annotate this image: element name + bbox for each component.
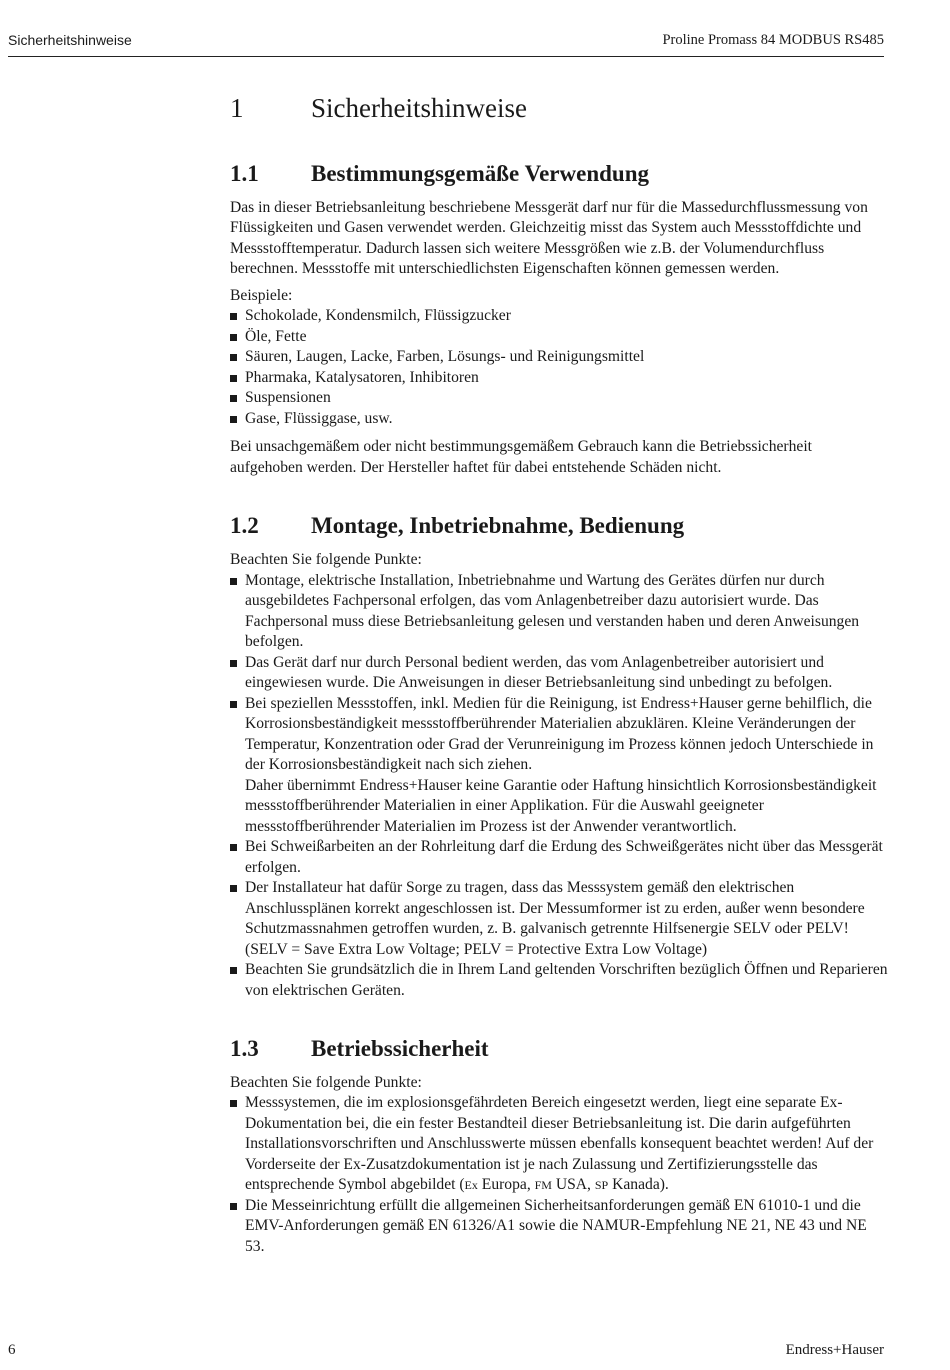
bullet-icon xyxy=(230,1203,237,1210)
list-item xyxy=(230,571,888,653)
list-item xyxy=(230,1093,888,1196)
list-item xyxy=(230,694,888,838)
list-item-continuation: Daher übernimmt Endress+Hauser keine Garantie oder Haftung hinsichtlich Korrosionsbeständigkeit messstoffberührender Materialien in einer Applikation. Für die Auswahl geeigneter messstoffberührender Materialien im Prozess ist der Anwender verantwortlich. xyxy=(245,776,877,835)
section-heading xyxy=(230,512,888,540)
list-item-text: Beachten Sie grundsätzlich die in Ihrem Land geltenden Vorschriften bezüglich Öffnen und Reparieren von elektrischen Geräten. xyxy=(245,961,888,999)
running-header xyxy=(8,32,884,57)
section-heading xyxy=(230,160,888,188)
chapter-title: Sicherheitshinweise xyxy=(311,93,527,123)
bullet-icon xyxy=(230,1100,237,1107)
list-item xyxy=(230,878,888,960)
bullet-icon xyxy=(230,844,237,851)
intro-text: Beachten Sie folgende Punkte: xyxy=(230,1073,422,1091)
csa-symbol-icon: SP xyxy=(594,1178,609,1193)
bullet-icon xyxy=(230,885,237,892)
list-item xyxy=(230,960,888,1001)
ex-symbol-icon: Ex xyxy=(464,1178,478,1193)
list-item xyxy=(230,1196,888,1258)
list-item xyxy=(230,306,888,327)
list-item-text: Kanada). xyxy=(608,1176,669,1194)
examples-list xyxy=(230,306,888,429)
list-item xyxy=(230,327,888,348)
list-item-text: USA, xyxy=(551,1176,595,1194)
bullet-icon xyxy=(230,354,237,361)
list-item-text: Messsystemen, die im explosionsgefährdeten Bereich eingesetzt werden, liegt eine separate Ex-Dokumentation bei, die ein fester Bestandteil dieser Betriebsanleitung ist. Die darin aufgeführten Installationsvorschriften und Anschlusswerte müssen ebenfalls konsequent beachtet werden! Auf der Vorderseite der Ex-Zusatzdokumentation ist je nach Zulassung und Zertifizierungsstelle das entsprechende Symbol abgebildet ( xyxy=(245,1094,874,1194)
bullet-icon xyxy=(230,375,237,382)
list-item-text: Das Gerät darf nur durch Personal bedient werden, das vom Anlagenbetreiber autorisiert und eingewiesen wurde. Die Anweisungen in dieser Betriebsanleitung sind unbedingt zu befolgen. xyxy=(245,653,833,692)
list-item-text: Montage, elektrische Installation, Inbetriebnahme und Wartung des Gerätes dürfen nur durch ausgebildetes Fachpersonal erfolgen, das vom Anlagenbetreiber dazu autorisiert wurde. Das Fachpersonal muss diese Betriebsanleitung gelesen und verstanden haben und deren Anweisungen befolgen. xyxy=(245,571,860,651)
footer-brand: Endress+Hauser xyxy=(785,1342,884,1358)
section-title: Betriebssicherheit xyxy=(311,1036,489,1062)
chapter-heading xyxy=(230,92,888,124)
section-title: Bestimmungsgemäße Verwendung xyxy=(311,161,650,187)
fm-symbol-icon: FM xyxy=(534,1178,552,1193)
bullet-icon xyxy=(230,578,237,585)
section-1-3 xyxy=(230,1035,888,1257)
bullet-icon xyxy=(230,660,237,667)
list-item-text: Der Installateur hat dafür Sorge zu tragen, dass das Messsystem gemäß den elektrischen Anschlussplänen korrekt angeschlossen ist. Der Messumformer ist zu erden, außer wenn besondere Schutzmassnahmen getroffen wurden, z. B. galvanisch getrennte Hilfsenergie SELV oder PELV! (SELV = Save Extra Low Voltage; PELV = Protective Extra Low Voltage) xyxy=(245,879,865,958)
examples-label: Beispiele: xyxy=(230,286,293,304)
list-item-text: Schokolade, Kondensmilch, Flüssigzucker xyxy=(245,307,511,325)
section-1-2 xyxy=(230,512,888,1001)
bullet-icon xyxy=(230,395,237,402)
section-heading xyxy=(230,1035,888,1063)
header-product-title: Proline Promass 84 MODBUS RS485 xyxy=(662,32,884,48)
list-item xyxy=(230,837,888,878)
list-item xyxy=(230,368,888,389)
list-item xyxy=(230,409,888,430)
list-item-text: Bei speziellen Messstoffen, inkl. Medien für die Reinigung, ist Endress+Hauser gerne behilflich, die Korrosionsbeständigkeit messstoffberührender Materialien abzuklären. Kleine Veränderungen der Temperatur, Konzentration oder Grad der Verunreinigung im Prozess können jedoch Unterschiede in der Korrosionsbeständigkeit nach sich ziehen. xyxy=(245,694,874,774)
list-item xyxy=(230,388,888,409)
list-item xyxy=(230,653,888,694)
bullet-icon xyxy=(230,701,237,708)
intro-text: Beachten Sie folgende Punkte: xyxy=(230,551,422,569)
bullet-icon xyxy=(230,313,237,320)
list-item-text: Bei Schweißarbeiten an der Rohrleitung darf die Erdung des Schweißgerätes nicht über das Messgerät erfolgen. xyxy=(245,838,883,876)
section-1-1 xyxy=(230,160,888,478)
chapter-number: 1 xyxy=(230,93,244,123)
list-item-text: Europa, xyxy=(477,1176,535,1194)
section-number: 1.2 xyxy=(230,513,259,539)
list-item-text: Suspensionen xyxy=(245,389,331,407)
list-item xyxy=(230,347,888,368)
list-item-text: Säuren, Laugen, Lacke, Farben, Lösungs- und Reinigungsmittel xyxy=(245,348,645,366)
bullet-icon xyxy=(230,334,237,341)
bullet-icon xyxy=(230,416,237,423)
points-list xyxy=(230,571,888,1002)
paragraph: Bei unsachgemäßem oder nicht bestimmungsgemäßem Gebrauch kann die Betriebssicherheit aufgehoben werden. Der Hersteller haftet für dabei entstehende Schäden nicht. xyxy=(230,438,812,476)
page-content xyxy=(230,92,888,1291)
list-item-text: Gase, Flüssiggase, usw. xyxy=(245,409,393,427)
points-list xyxy=(230,1093,888,1257)
list-item-text: Pharmaka, Katalysatoren, Inhibitoren xyxy=(245,368,479,386)
list-item-text: Öle, Fette xyxy=(245,327,307,345)
paragraph: Das in dieser Betriebsanleitung beschriebene Messgerät darf nur für die Massedurchflussmessung von Flüssigkeiten und Gasen verwendet werden. Gleichzeitig misst das System auch Messstoffdichte und Messstofftemperatur. Dadurch lassen sich weitere Messgrößen wie z.B. der Volumendurchfluss berechnen. Messstoffe mit unterschiedlichsten Eigenschaften können gemessen werden. xyxy=(230,198,868,278)
section-number: 1.1 xyxy=(230,161,259,187)
page-footer xyxy=(8,1342,884,1359)
section-title: Montage, Inbetriebnahme, Bedienung xyxy=(311,513,685,539)
header-section-title: Sicherheitshinweise xyxy=(8,32,132,48)
list-item-text: Die Messeinrichtung erfüllt die allgemeinen Sicherheitsanforderungen gemäß EN 61010-1 und die EMV-Anforderungen gemäß EN 61326/A1 sowie die NAMUR-Empfehlung NE 21, NE 43 und NE 53. xyxy=(245,1196,867,1255)
page-number: 6 xyxy=(8,1342,16,1358)
section-number: 1.3 xyxy=(230,1036,259,1062)
bullet-icon xyxy=(230,967,237,974)
